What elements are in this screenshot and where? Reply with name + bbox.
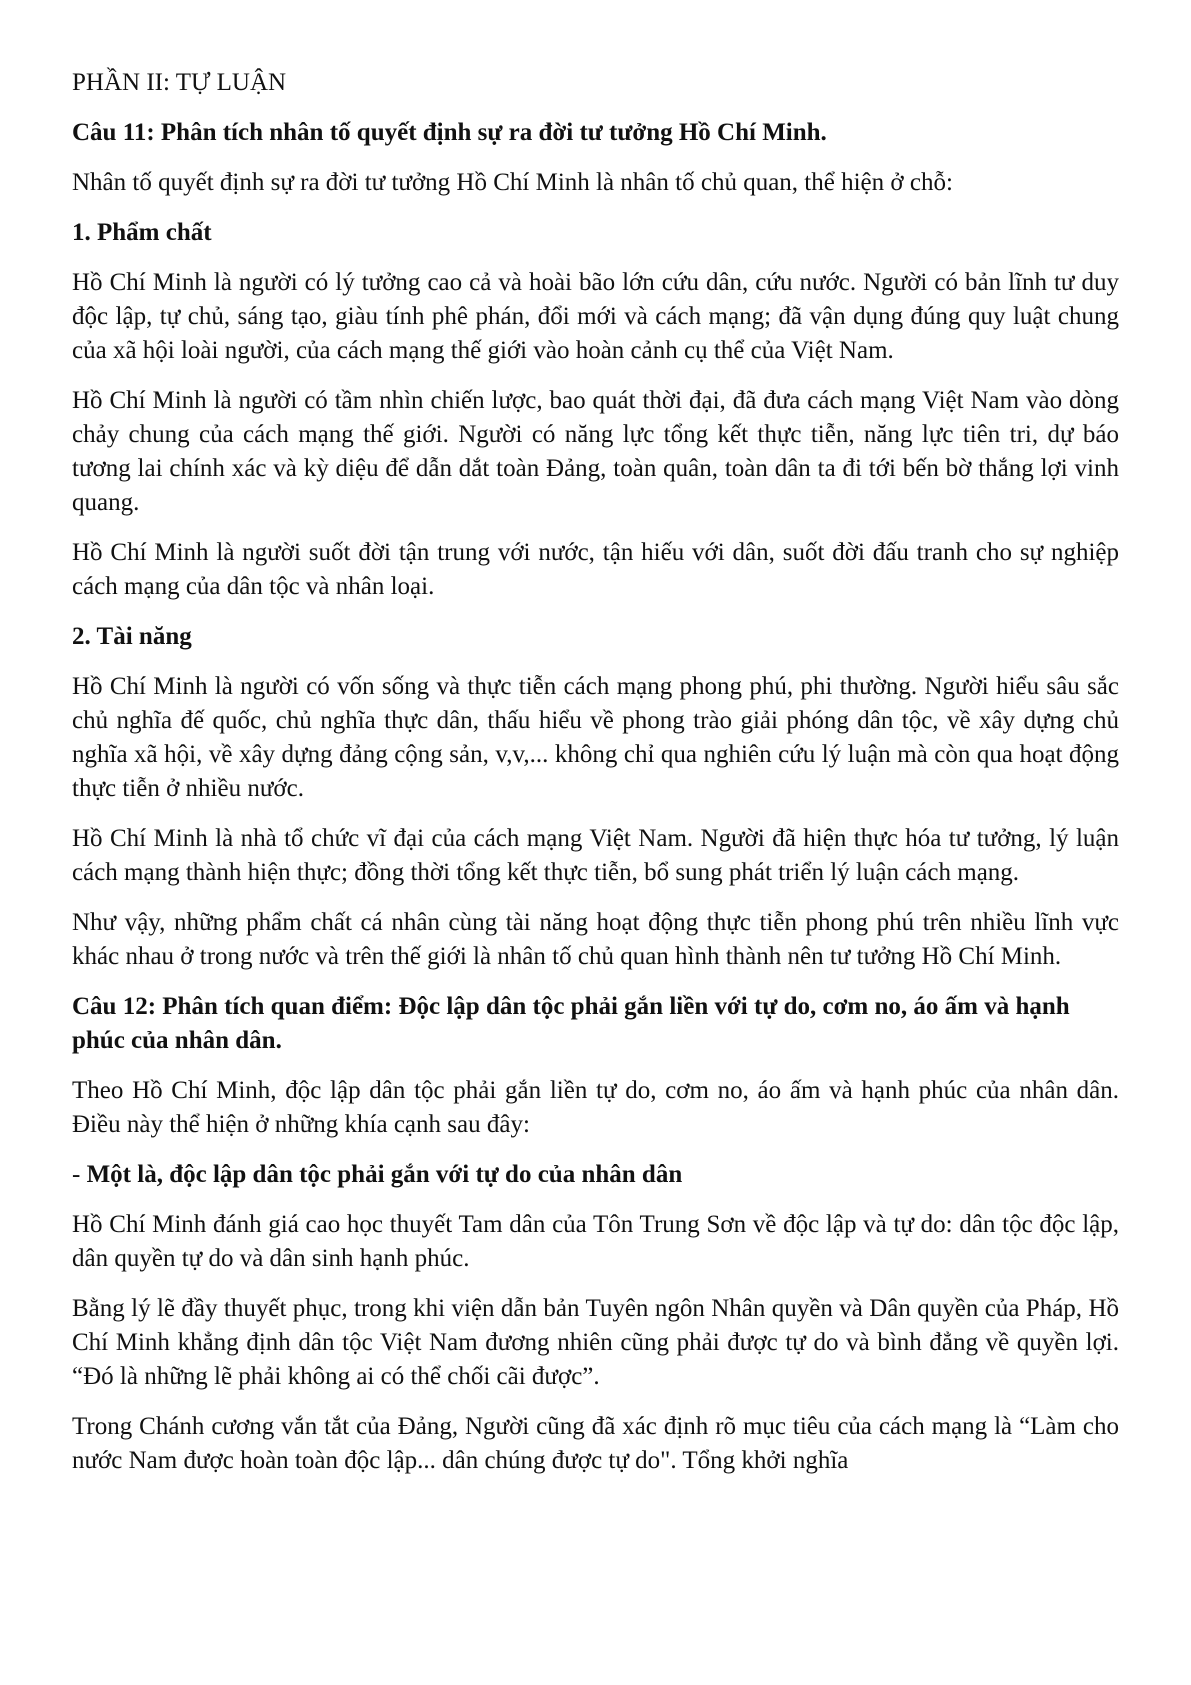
part-title: PHẦN II: TỰ LUẬN — [72, 69, 287, 96]
point-1-title: Một là, độc lập dân tộc phải gắn với tự do của nhân dân — [86, 1161, 683, 1188]
point-1-heading — [72, 1158, 1119, 1192]
paragraph: Hồ Chí Minh đánh giá cao học thuyết Tam dân của Tôn Trung Sơn về độc lập và tự do: dân tộc độc lập, dân quyền tự do và dân sinh hạnh phúc. — [72, 1211, 1119, 1272]
paragraph: Hồ Chí Minh là nhà tổ chức vĩ đại của cách mạng Việt Nam. Người đã hiện thực hóa tư tưởng, lý luận cách mạng thành hiện thực; đồng thời tổng kết thực tiễn, bổ sung phát triển lý luận cách mạng. — [72, 825, 1119, 886]
paragraph: Bằng lý lẽ đầy thuyết phục, trong khi viện dẫn bản Tuyên ngôn Nhân quyền và Dân quyền của Pháp, Hồ Chí Minh khẳng định dân tộc Việt Nam đương nhiên cũng phải được tự do và bình đẳng về quyền lợi. “Đó là những lẽ phải không ai có thể chối cãi được”. — [72, 1295, 1119, 1390]
paragraph: Hồ Chí Minh là người có lý tưởng cao cả và hoài bão lớn cứu dân, cứu nước. Người có bản lĩnh tư duy độc lập, tự chủ, sáng tạo, giàu tính phê phán, đổi mới và cách mạng; đã vận dụng đúng quy luật chung của xã hội loài người, của cách mạng thế giới vào hoàn cảnh cụ thể của Việt Nam. — [72, 269, 1119, 364]
paragraph: Hồ Chí Minh là người suốt đời tận trung với nước, tận hiếu với dân, suốt đời đấu tranh cho sự nghiệp cách mạng của dân tộc và nhân loại. — [72, 539, 1119, 600]
question-12-title: Câu 12: Phân tích quan điểm: Độc lập dân tộc phải gắn liền với tự do, cơm no, áo ấm và hạnh phúc của nhân dân. — [72, 993, 1070, 1054]
point-1-prefix: - — [72, 1161, 87, 1188]
paragraph: Hồ Chí Minh là người có vốn sống và thực tiễn cách mạng phong phú, phi thường. Người hiểu sâu sắc chủ nghĩa đế quốc, chủ nghĩa thực dân, thấu hiểu về phong trào giải phóng dân tộc, về xây dựng chủ nghĩa xã hội, về xây dựng đảng cộng sản, v,v,... không chỉ qua nghiên cứu lý luận mà còn qua hoạt động thực tiễn ở nhiều nước. — [72, 673, 1119, 802]
section-1-title: 1. Phẩm chất — [72, 219, 212, 246]
question-11-title: Câu 11: Phân tích nhân tố quyết định sự ra đời tư tưởng Hồ Chí Minh. — [72, 119, 827, 146]
question-12-intro: Theo Hồ Chí Minh, độc lập dân tộc phải gắn liền tự do, cơm no, áo ấm và hạnh phúc của nhân dân. Điều này thể hiện ở những khía cạnh sau đây: — [72, 1077, 1119, 1138]
section-2-title: 2. Tài năng — [72, 623, 192, 650]
question-11-intro: Nhân tố quyết định sự ra đời tư tưởng Hồ Chí Minh là nhân tố chủ quan, thể hiện ở chỗ: — [72, 169, 953, 196]
paragraph: Hồ Chí Minh là người có tầm nhìn chiến lược, bao quát thời đại, đã đưa cách mạng Việt Nam vào dòng chảy chung của cách mạng thế giới. Người có năng lực tổng kết thực tiễn, năng lực tiên tri, dự báo tương lai chính xác và kỳ diệu để dẫn dắt toàn Đảng, toàn quân, toàn dân ta đi tới bến bờ thắng lợi vinh quang. — [72, 387, 1119, 516]
paragraph: Như vậy, những phẩm chất cá nhân cùng tài năng hoạt động thực tiễn phong phú trên nhiều lĩnh vực khác nhau ở trong nước và trên thế giới là nhân tố chủ quan hình thành nên tư tưởng Hồ Chí Minh. — [72, 909, 1119, 970]
paragraph: Trong Chánh cương vắn tắt của Đảng, Người cũng đã xác định rõ mục tiêu của cách mạng là “Làm cho nước Nam được hoàn toàn độc lập... dân chúng được tự do". Tổng khởi nghĩa — [72, 1413, 1119, 1474]
